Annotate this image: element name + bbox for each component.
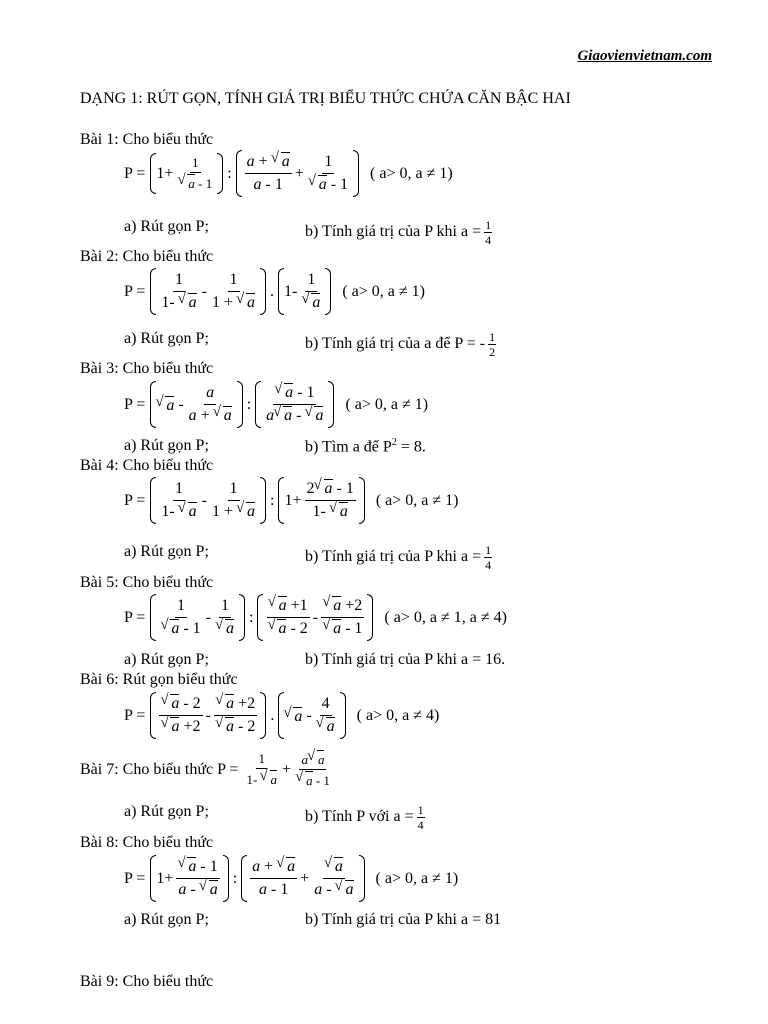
problem-1-condition: ( a> 0, a ≠ 1) [370, 164, 453, 182]
problem-5-parts [124, 651, 506, 669]
problem-8-part-b: b) Tính giá trị của P khi a = 81 [305, 911, 502, 928]
problem-6-condition: ( a> 0, a ≠ 4) [356, 706, 440, 724]
problem-8-heading: Bài 8: Cho biểu thức [80, 834, 214, 851]
problem-3-part-b: b) Tìm a để $P^2 = 8$. [305, 437, 426, 456]
problem-7-part-a: a) Rút gọn P; [124, 803, 209, 820]
problem-5-part-a: a) Rút gọn P; [124, 651, 209, 668]
problem-2-part-a: a) Rút gọn P; [124, 330, 209, 347]
problem-4-heading: Bài 4: Cho biểu thức [80, 457, 214, 474]
problem-5-part-b: b) Tính giá trị của P khi a = 16. [305, 651, 506, 668]
problem-1-heading: Bài 1: Cho biểu thức [80, 131, 214, 148]
problem-1-part-a: a) Rút gọn P; [124, 218, 209, 235]
problem-7-parts: a) Rút gọn P; b) Tính P với a = $\frac{1}{4}$ [124, 803, 424, 832]
problem-2-formula: P = $\frac{1}{1- √ a}$ - $\frac{1}{1 + √ a}$ . 1- 1 √ a ( a> 0, a ≠ 1) [124, 270, 425, 313]
problem-5-condition: ( a> 0, a ≠ 1, a ≠ 4) [384, 608, 507, 626]
problem-2-condition: ( a> 0, a ≠ 1) [342, 282, 426, 300]
problem-2-part-b: b) Tính giá trị của a để P = - [305, 335, 486, 353]
problem-6-heading: Bài 6: Rút gọn biểu thức [80, 671, 238, 688]
problem-1-parts: a) Rút gọn P; b) Tính giá trị của P khi a = $\frac{1}{4}$ [124, 218, 492, 247]
problem-7-heading: Bài 7: Cho biểu thức P = [80, 760, 239, 778]
problem-9-heading: Bài 9: Cho biểu thức [80, 973, 214, 990]
problem-2-parts: a) Rút gọn P; b) Tính giá trị của a để P = - $\frac{1}{2}$ [124, 330, 496, 359]
problem-4-condition: ( a> 0, a ≠ 1) [375, 491, 459, 509]
problem-6-formula: P = √ a - 2 √ a +2 - √ a +2 √ a - 2 . √ a - 4 √ a ( a> 0, a ≠ 4) [124, 694, 439, 737]
problem-8-parts [124, 911, 502, 929]
problem-4-part-a: a) Rút gọn P; [124, 543, 209, 560]
problem-4-formula: P = $\frac{1}{1- √ a}$ - $\frac{1}{1 + √ a}$ : 1+ $\frac{2√ a - 1}{1- √ a}$ ( a> 0, a ≠ 1) [124, 479, 459, 522]
problem-1-part-b: b) Tính giá trị của P khi a = [305, 223, 482, 241]
problem-3-heading: Bài 3: Cho biểu thức [80, 360, 214, 377]
problem-7-part-b: b) Tính P với a = [305, 808, 414, 826]
problem-3-formula: P = √ a - $\frac{a}{a + √ a}$ : √ $\frac{a - 1}{a√ a - √ a}$ ( a> 0, a ≠ 1) [124, 383, 428, 426]
problem-5-heading: Bài 5: Cho biểu thức [80, 574, 214, 591]
problem-5-formula: P = 1 √ a - 1 - 1 √ a : √ a +1 √ a - 2 - √ a +2 √ a - 1 ( a> 0, a ≠ 1, a ≠ 4) [124, 596, 507, 639]
problem-3-condition: ( a> 0, a ≠ 1) [345, 395, 429, 413]
problem-8-formula: P = 1+ √ $\frac{a - 1}{a - √ a}$ : $\frac{a + √ a}{a - 1}$ + √ $\frac{a}{a - √ a}$ ( a> 0, a ≠ 1) [124, 857, 458, 900]
problem-3-parts [124, 437, 426, 456]
problem-8-condition: ( a> 0, a ≠ 1) [375, 869, 459, 887]
problem-3-part-a: a) Rút gọn P; [124, 437, 209, 454]
section-title: DẠNG 1: RÚT GỌN, TÍNH GIÁ TRỊ BIỂU THỨC CHỨA CĂN BẬC HAI [80, 90, 571, 107]
site-name: Giaovienvietnam.com [577, 48, 712, 64]
problem-1-formula: P = 1+ 1 √ a - 1 : $\frac{a + √ a}{a - 1}$ + 1 √ a - 1 ( a> 0, a ≠ 1) [124, 152, 453, 195]
problem-2-heading: Bài 2: Cho biểu thức [80, 248, 214, 265]
problem-4-parts: a) Rút gọn P; b) Tính giá trị của P khi a = $\frac{1}{4}$ [124, 543, 492, 572]
problem-8-part-a: a) Rút gọn P; [124, 911, 209, 928]
problem-4-part-b: b) Tính giá trị của P khi a = [305, 548, 482, 566]
problem-7-line: Bài 7: Cho biểu thức P = $\frac{1}{1- √ a}$ + a√ a √ a - 1 [80, 750, 335, 789]
